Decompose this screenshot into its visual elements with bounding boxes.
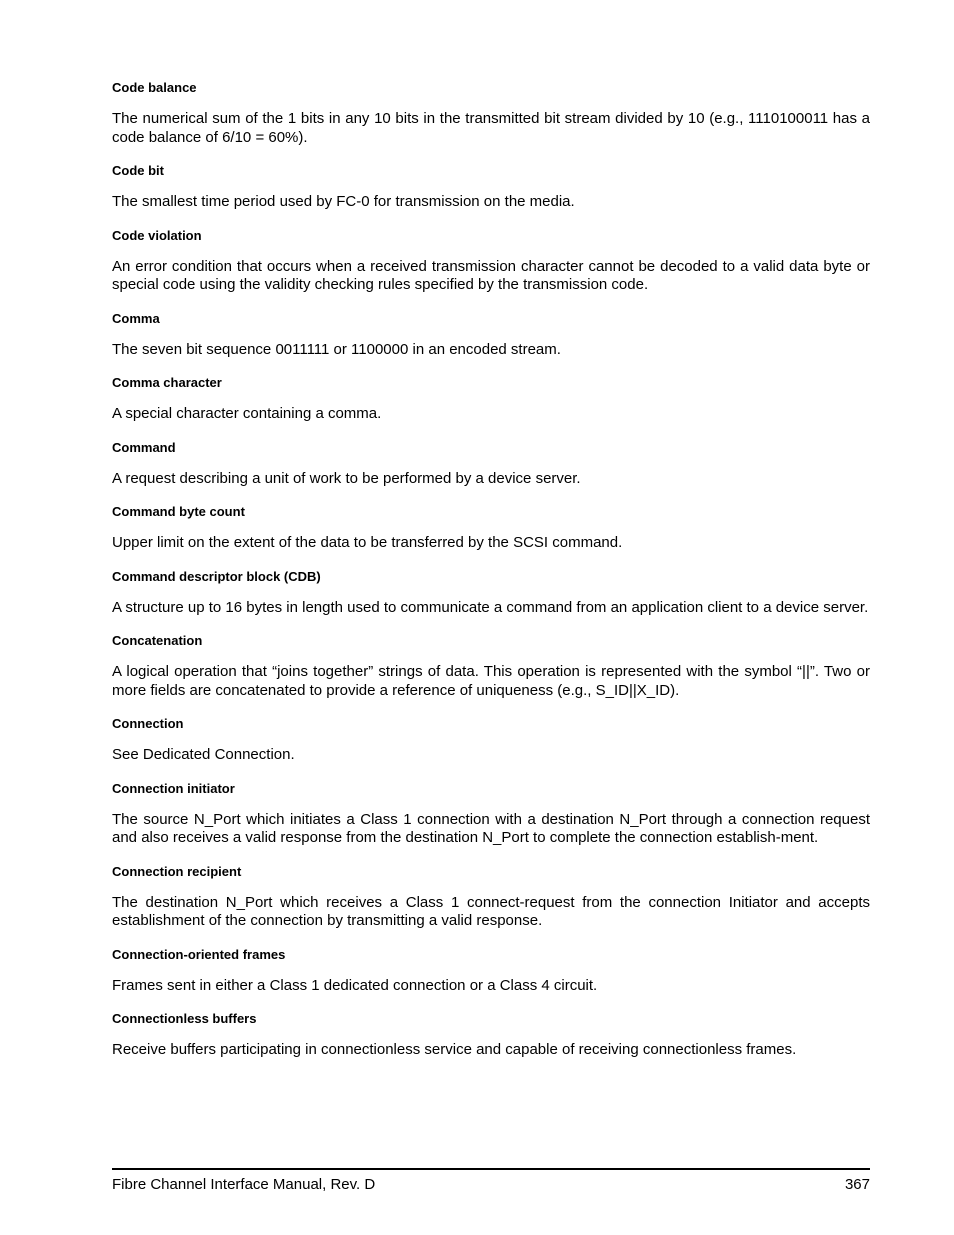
page-number: 367 [844,1176,870,1193]
glossary-term: Code balance [112,80,197,95]
glossary-entry [112,633,870,700]
glossary-entry [112,569,870,618]
glossary-entry [112,311,870,360]
glossary-term: Comma character [112,375,222,390]
footer-divider [112,1168,870,1170]
glossary-term: Connection-oriented frames [112,946,286,962]
glossary-term: Connectionless buffers [112,1011,257,1026]
glossary-term: Command descriptor block (CDB) [112,568,321,584]
glossary-term: Comma [112,310,160,326]
glossary-entry [112,163,870,212]
glossary-definition: The source N_Port which initiates a Class 1 connection with a destination N_Port through a connection request and also receives a valid response from the destination N_Port to complete the connection establish-ment. [112,810,870,846]
glossary-definition: A request describing a unit of work to be performed by a device server. [112,469,581,487]
glossary-definition: A logical operation that “joins together” strings of data. This operation is represented with the symbol “||”. Two or more fields are concatenated to provide a reference of uniqueness (e.g., S_ID||X_ID). [112,663,870,699]
glossary-entry [112,440,870,489]
glossary-entry [112,1011,870,1060]
glossary-content [112,80,870,1076]
glossary-definition: A special character containing a comma. [112,405,382,422]
glossary-definition: The destination N_Port which receives a Class 1 connect-request from the connection Initiator and accepts establishment of the connection by transmitting a valid response. [112,893,870,929]
glossary-definition: See Dedicated Connection. [112,746,295,763]
glossary-entry [112,228,870,295]
glossary-definition: The seven bit sequence 0011111 or 1100000 in an encoded stream. [112,340,561,358]
glossary-term: Connection [112,716,184,731]
glossary-term: Connection recipient [112,863,242,879]
glossary-entry [112,716,870,765]
glossary-definition: A structure up to 16 bytes in length used to communicate a command from an application client to a device server. [112,598,869,616]
glossary-entry [112,80,870,147]
glossary-definition: Receive buffers participating in connectionless service and capable of receiving connectionless frames. [112,1041,797,1058]
glossary-entry [112,864,870,931]
glossary-definition: The numerical sum of the 1 bits in any 10 bits in the transmitted bit stream divided by 10 (e.g., 1110100011 has a code balance of 6/10 = 60%). [112,110,870,146]
glossary-term: Code violation [112,227,202,243]
glossary-term: Code bit [112,163,164,178]
glossary-definition: The smallest time period used by FC-0 for transmission on the media. [112,193,575,210]
glossary-definition: An error condition that occurs when a received transmission character cannot be decoded to a valid data byte or special code using the validity checking rules specified by the transmission code. [112,257,870,293]
glossary-definition: Frames sent in either a Class 1 dedicated connection or a Class 4 circuit. [112,976,598,994]
glossary-term: Connection initiator [112,780,235,796]
glossary-term: Command byte count [112,504,245,519]
glossary-entry [112,947,870,996]
glossary-entry [112,375,870,424]
glossary-term: Concatenation [112,633,203,648]
footer-title: Fibre Channel Interface Manual, Rev. D [112,1176,376,1193]
glossary-entry [112,504,870,553]
glossary-entry [112,781,870,848]
glossary-term: Command [112,439,176,455]
glossary-definition: Upper limit on the extent of the data to be transferred by the SCSI command. [112,534,623,551]
